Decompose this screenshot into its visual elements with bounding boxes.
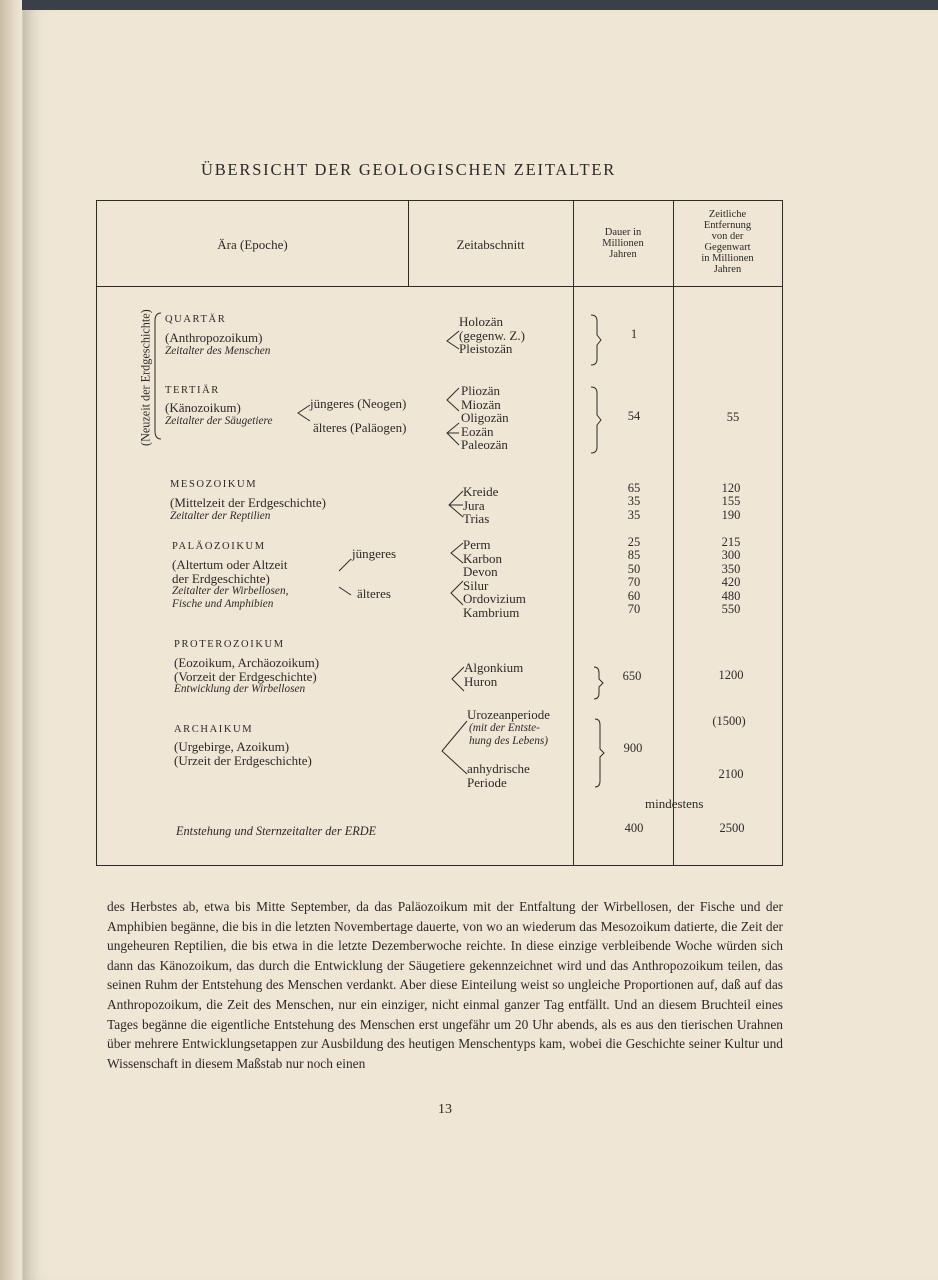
- distance-value: 1200: [718, 668, 744, 682]
- period-anhydrisch: anhydrische Periode: [467, 761, 530, 790]
- era-name-mesozoikum: MESOZOIKUM: [170, 479, 258, 490]
- header-era: Ära (Epoche): [217, 237, 288, 252]
- era-desc-proterozoikum: Entwicklung der Wirbellosen: [174, 683, 306, 695]
- subera-young: jüngeres: [352, 546, 397, 561]
- period-urozean: Urozeanperiode: [467, 707, 551, 722]
- table-connectors: [97, 201, 782, 865]
- duration-value: 900: [623, 741, 643, 755]
- era-alt-proterozoikum: (Eozoikum, Archäozoikum) (Vorzeit der Erdgeschichte): [174, 655, 320, 684]
- period-list: Holozän (gegenw. Z.) Pleistozän: [459, 314, 525, 356]
- era-name-archaikum: ARCHAIKUM: [174, 724, 254, 735]
- era-name-proterozoikum: PROTEROZOIKUM: [174, 639, 285, 650]
- duration-value: 400: [624, 821, 644, 835]
- era-name-palaeozoikum: PALÄOZOIKUM: [172, 541, 266, 552]
- distance-list: 120 155 190: [721, 481, 741, 522]
- body-text: [107, 897, 783, 1073]
- era-alt-quartaer: (Anthropozoikum): [165, 330, 263, 345]
- distance-value: (1500): [712, 714, 746, 728]
- header-period: Zeitabschnitt: [456, 237, 525, 252]
- era-alt-tertiaer: (Känozoikum): [165, 400, 241, 415]
- era-desc-mesozoikum: Zeitalter der Reptilien: [170, 510, 271, 522]
- distance-value: 2500: [719, 821, 745, 835]
- erde-desc: Entstehung und Sternzeitalter der ERDE: [176, 824, 377, 838]
- era-name-tertiaer: TERTIÄR: [165, 385, 220, 396]
- prose-paragraph: des Herbstes ab, etwa bis Mitte September, da das Paläozoikum mit der Entfaltung der Wirbellosen, der Fische und der Amphibien begänne, die bis in die letzten Novembertage dauerte, von wo an wiederum das Mesozoikum datierte, die Zeit der ungeheuren Reptilien, die bis etwa in die letzte Dezemberwoche reichte. In diese einzige verbleibende Woche würden sich dann das Känozoikum, das durch die Entwicklung der Säugetiere gekennzeichnet wird und das Anthropozoikum teilen, das seinen Ruhm der Entstehung des Menschen verdankt. Aber diese Einteilung weist so ungleiche Proportionen auf, daß auf das Anthropozoikum, die Zeit des Menschen, nur ein einziger, nicht einmal ganzer Tag entfällt. Und an diesem Bruchteil eines Tages begänne die eigentliche Entstehung des Menschen erst ungefähr um 20 Uhr abends, als es aus den tierischen Urahnen über mehrere Entwicklungsetappen zur Ausbildung des heutigen Menschentyps kam, wobei die Geschichte seiner Kultur und Wissenschaft in diesem Maßstab nur noch einen: [107, 899, 783, 1071]
- duration-list: 65 35 35: [627, 481, 641, 522]
- duration-value: 1: [630, 327, 638, 341]
- subera-old: älteres (Paläogen): [313, 420, 407, 435]
- era-alt-mesozoikum: (Mittelzeit der Erdgeschichte): [170, 495, 326, 510]
- period-list: Perm Karbon Devon Silur Ordovizium Kambrium: [463, 537, 526, 620]
- period-list: Pliozän Miozän Oligozän Eozän Paleozän: [461, 383, 509, 452]
- period-list: Kreide Jura Trias: [463, 484, 499, 526]
- book-page: [22, 10, 938, 1280]
- page-curl: [0, 0, 22, 1280]
- header-distance: Zeitliche Entfernung von der Gegenwart in Millionen Jahren: [701, 209, 754, 275]
- duration-value: 650: [622, 669, 642, 683]
- geology-table: [96, 200, 783, 866]
- page-title: ÜBERSICHT DER GEOLOGISCHEN ZEITALTER: [201, 160, 617, 179]
- duration-list: 25 85 50 70 60 70: [627, 535, 641, 617]
- distance-list: 215 300 350 420 480 550: [721, 535, 741, 617]
- era-desc-tertiaer: Zeitalter der Säugetiere: [165, 415, 273, 427]
- page-number: 13: [438, 1102, 452, 1117]
- era-desc-quartaer: Zeitalter des Menschen: [165, 345, 271, 357]
- note-mindestens: mindestens: [645, 796, 704, 811]
- distance-value: 55: [726, 410, 740, 424]
- era-alt-palaeozoikum: (Altertum oder Altzeit der Erdgeschichte): [172, 557, 288, 586]
- side-label: (Neuzeit der Erdgeschichte): [138, 309, 153, 446]
- subera-old: älteres: [357, 586, 391, 601]
- era-desc-palaeozoikum: Zeitalter der Wirbellosen, Fische und Amphibien: [172, 585, 289, 610]
- distance-value: 2100: [718, 767, 744, 781]
- era-name-quartaer: QUARTÄR: [165, 314, 227, 325]
- period-list: Algonkium Huron: [464, 660, 524, 689]
- period-note: (mit der Entste- hung des Lebens): [469, 722, 549, 747]
- era-alt-archaikum: (Urgebirge, Azoikum) (Urzeit der Erdgeschichte): [174, 739, 312, 768]
- header-duration: Dauer in Millionen Jahren: [602, 227, 644, 260]
- duration-value: 54: [627, 409, 641, 423]
- subera-young: jüngeres (Neogen): [310, 396, 407, 411]
